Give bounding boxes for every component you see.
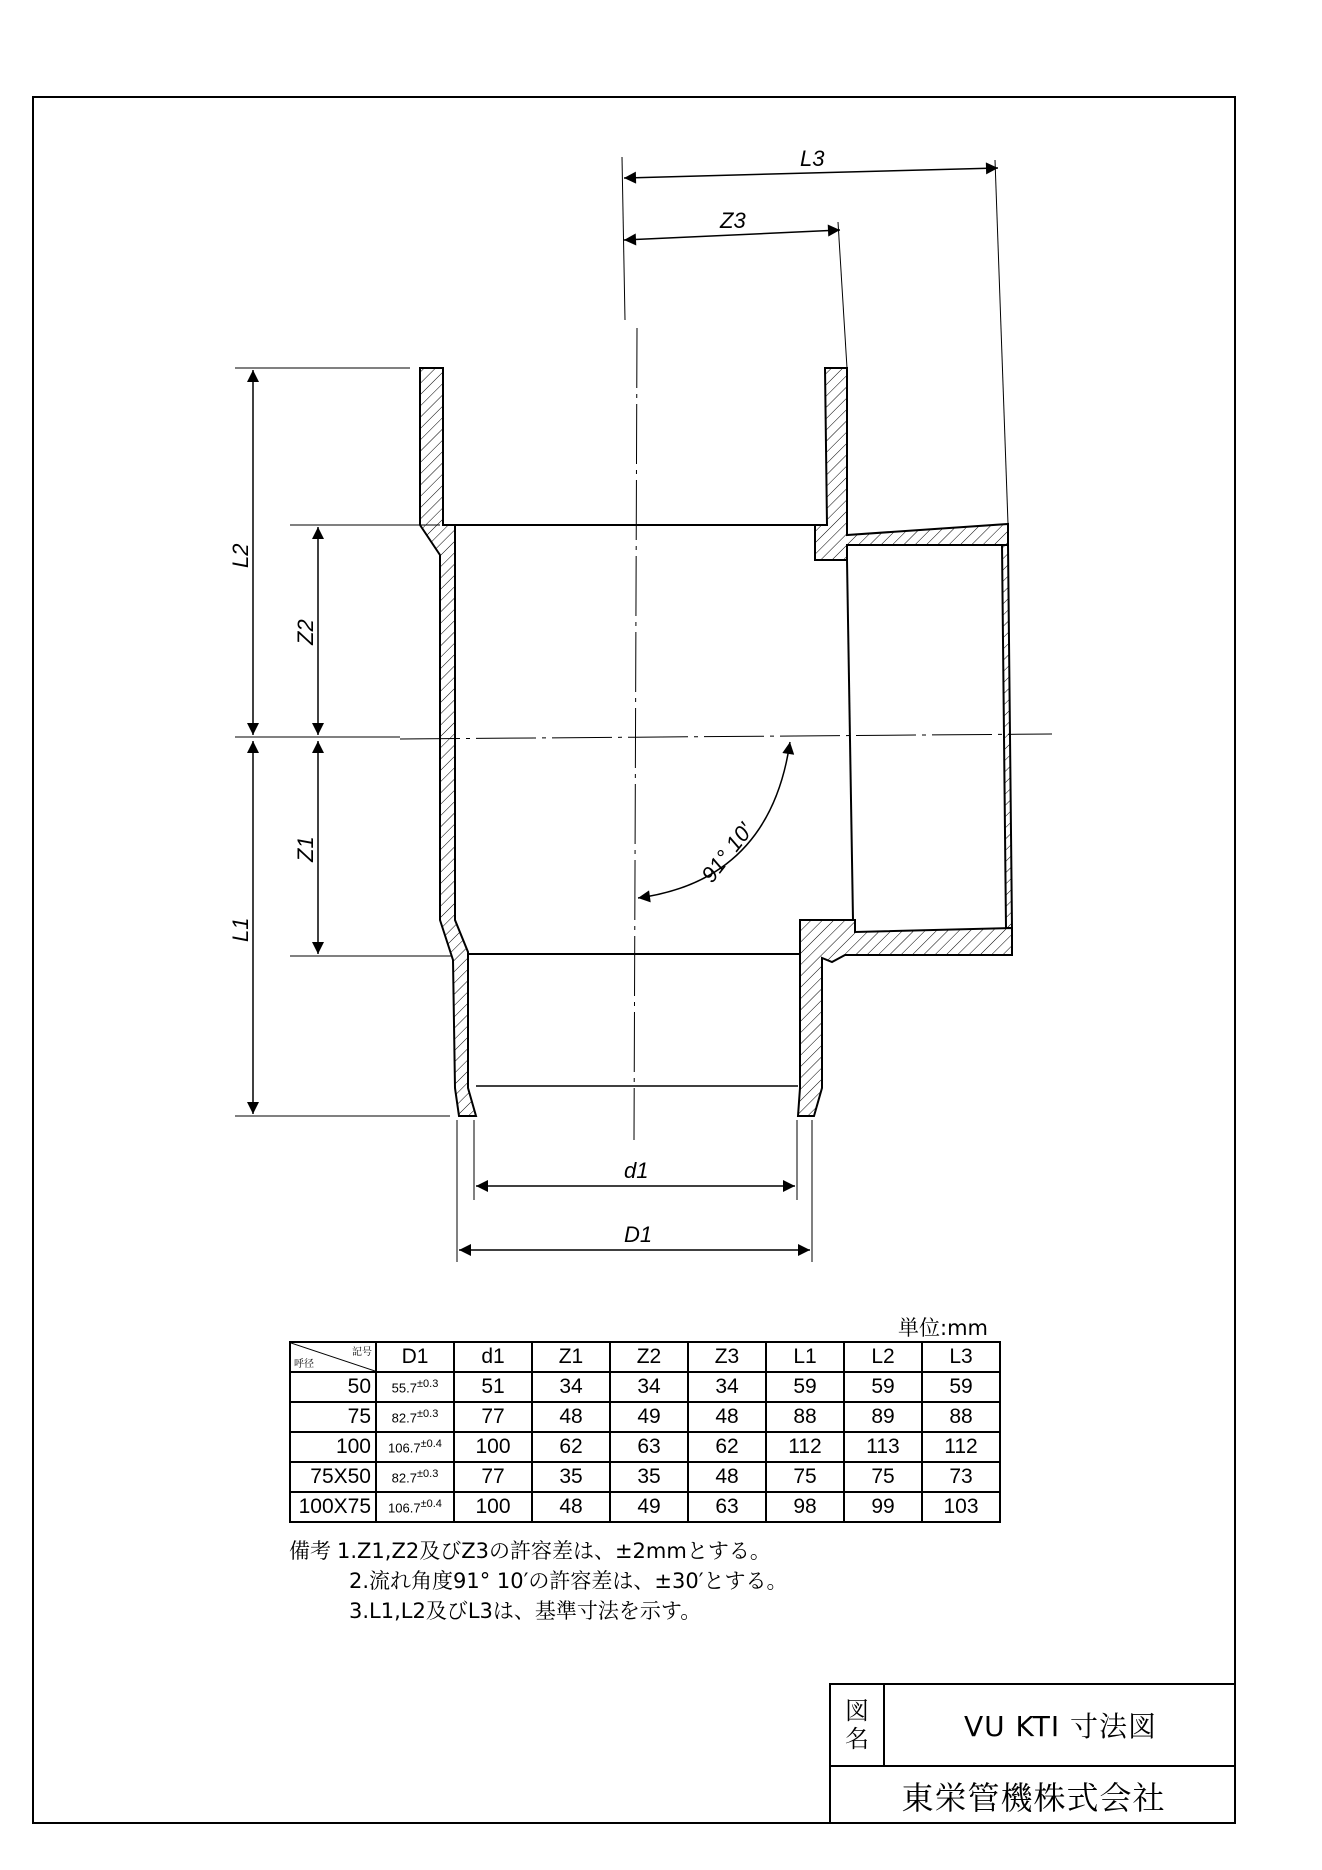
drawing-name-label-2: 名 <box>845 1725 869 1753</box>
cell-D1: $106.7^{\pm 0.4}$ <box>376 1492 454 1522</box>
note-item: 2.流れ角度91° 10′の許容差は、±30′とする。 <box>349 1569 788 1593</box>
branch-end-wall <box>1002 545 1012 928</box>
note-item: 1.Z1,Z2及びZ3の許容差は、±2mmとする。 <box>337 1539 771 1563</box>
unit-label: 単位:mm <box>898 1316 988 1340</box>
company-name: 東栄管機株式会社 <box>901 1778 1166 1817</box>
cell-L1: 88 <box>766 1402 844 1432</box>
cell-d1: 100 <box>454 1432 532 1462</box>
cell-L2: 99 <box>844 1492 922 1522</box>
cell-L2: 89 <box>844 1402 922 1432</box>
notes-label: 備考 <box>289 1539 331 1563</box>
cell-L2: 75 <box>844 1462 922 1492</box>
extension-lines <box>235 157 1008 1262</box>
cell-Z3: 48 <box>688 1402 766 1432</box>
left-wall <box>420 368 476 1116</box>
cell-L1: 112 <box>766 1432 844 1462</box>
table-row <box>290 1402 1000 1432</box>
label-D1: D1 <box>624 1222 653 1247</box>
cell-Z1: 62 <box>532 1432 610 1462</box>
notes-section <box>289 1536 788 1626</box>
cell-Z3: 62 <box>688 1432 766 1462</box>
table-row <box>290 1492 1000 1522</box>
col-header-L3: L3 <box>922 1342 1000 1372</box>
label-L1: L1 <box>228 917 253 942</box>
label-d1: d1 <box>624 1158 649 1183</box>
cell-Z1: 35 <box>532 1462 610 1492</box>
col-header-L2: L2 <box>844 1342 922 1372</box>
cell-nominal: 75 <box>290 1402 376 1432</box>
cell-nominal: 100 <box>290 1432 376 1462</box>
col-header-d1: d1 <box>454 1342 532 1372</box>
cell-L1: 75 <box>766 1462 844 1492</box>
horizontal-center-line <box>400 734 1052 739</box>
cell-Z2: 49 <box>610 1492 688 1522</box>
cell-Z3: 34 <box>688 1372 766 1402</box>
right-upper-wall <box>815 368 1008 560</box>
vertical-center-line <box>634 328 637 1140</box>
col-header-Z2: Z2 <box>610 1342 688 1372</box>
title-block-name-row <box>831 1685 1236 1767</box>
corner-nominal-label: 呼径 <box>294 1359 314 1370</box>
dimension-table <box>289 1341 1001 1523</box>
cell-L3: 88 <box>922 1402 1000 1432</box>
cell-Z2: 49 <box>610 1402 688 1432</box>
cell-nominal: 50 <box>290 1372 376 1402</box>
label-L3: L3 <box>800 146 825 171</box>
cell-Z1: 48 <box>532 1402 610 1432</box>
table-row <box>290 1432 1000 1462</box>
col-header-Z3: Z3 <box>688 1342 766 1372</box>
cell-L3: 103 <box>922 1492 1000 1522</box>
cell-nominal: 75X50 <box>290 1462 376 1492</box>
table-row <box>290 1372 1000 1402</box>
cell-nominal: 100X75 <box>290 1492 376 1522</box>
title-block <box>829 1683 1236 1824</box>
label-Z3: Z3 <box>720 208 746 233</box>
cell-Z2: 35 <box>610 1462 688 1492</box>
cell-Z2: 63 <box>610 1432 688 1462</box>
cell-L2: 59 <box>844 1372 922 1402</box>
dimension-lines <box>253 168 998 1250</box>
drawing-name: VU KTI 寸法図 <box>964 1710 1157 1743</box>
label-L2: L2 <box>228 543 253 568</box>
col-header-D1: D1 <box>376 1342 454 1372</box>
cell-Z3: 63 <box>688 1492 766 1522</box>
cell-d1: 77 <box>454 1462 532 1492</box>
cell-d1: 100 <box>454 1492 532 1522</box>
drawing-name-label-1: 図 <box>845 1697 869 1725</box>
table-header-row <box>290 1342 1000 1372</box>
cell-L2: 113 <box>844 1432 922 1462</box>
cell-d1: 77 <box>454 1402 532 1432</box>
cell-L1: 98 <box>766 1492 844 1522</box>
table-row <box>290 1462 1000 1492</box>
cell-L3: 112 <box>922 1432 1000 1462</box>
drawing-name-label <box>831 1685 885 1765</box>
right-lower-wall <box>798 920 1012 1116</box>
cell-L3: 73 <box>922 1462 1000 1492</box>
cell-Z1: 48 <box>532 1492 610 1522</box>
cell-d1: 51 <box>454 1372 532 1402</box>
cell-D1: $55.7^{\pm 0.3}$ <box>376 1372 454 1402</box>
cell-Z2: 34 <box>610 1372 688 1402</box>
col-header-L1: L1 <box>766 1342 844 1372</box>
center-lines <box>400 328 1052 1140</box>
note-item: 3.L1,L2及びL3は、基準寸法を示す。 <box>349 1599 702 1623</box>
cell-Z3: 48 <box>688 1462 766 1492</box>
label-Z1: Z1 <box>293 836 318 862</box>
label-angle: 91° 10′ <box>696 818 758 888</box>
col-header-Z1: Z1 <box>532 1342 610 1372</box>
cell-Z1: 34 <box>532 1372 610 1402</box>
cell-L3: 59 <box>922 1372 1000 1402</box>
cell-L1: 59 <box>766 1372 844 1402</box>
label-Z2: Z2 <box>293 619 318 645</box>
corner-symbol-label: 記号 <box>352 1347 372 1358</box>
cell-D1: $82.7^{\pm 0.3}$ <box>376 1462 454 1492</box>
cell-D1: $82.7^{\pm 0.3}$ <box>376 1402 454 1432</box>
fitting-body <box>420 368 1012 1116</box>
cell-D1: $106.7^{\pm 0.4}$ <box>376 1432 454 1462</box>
corner-cell <box>290 1342 376 1372</box>
